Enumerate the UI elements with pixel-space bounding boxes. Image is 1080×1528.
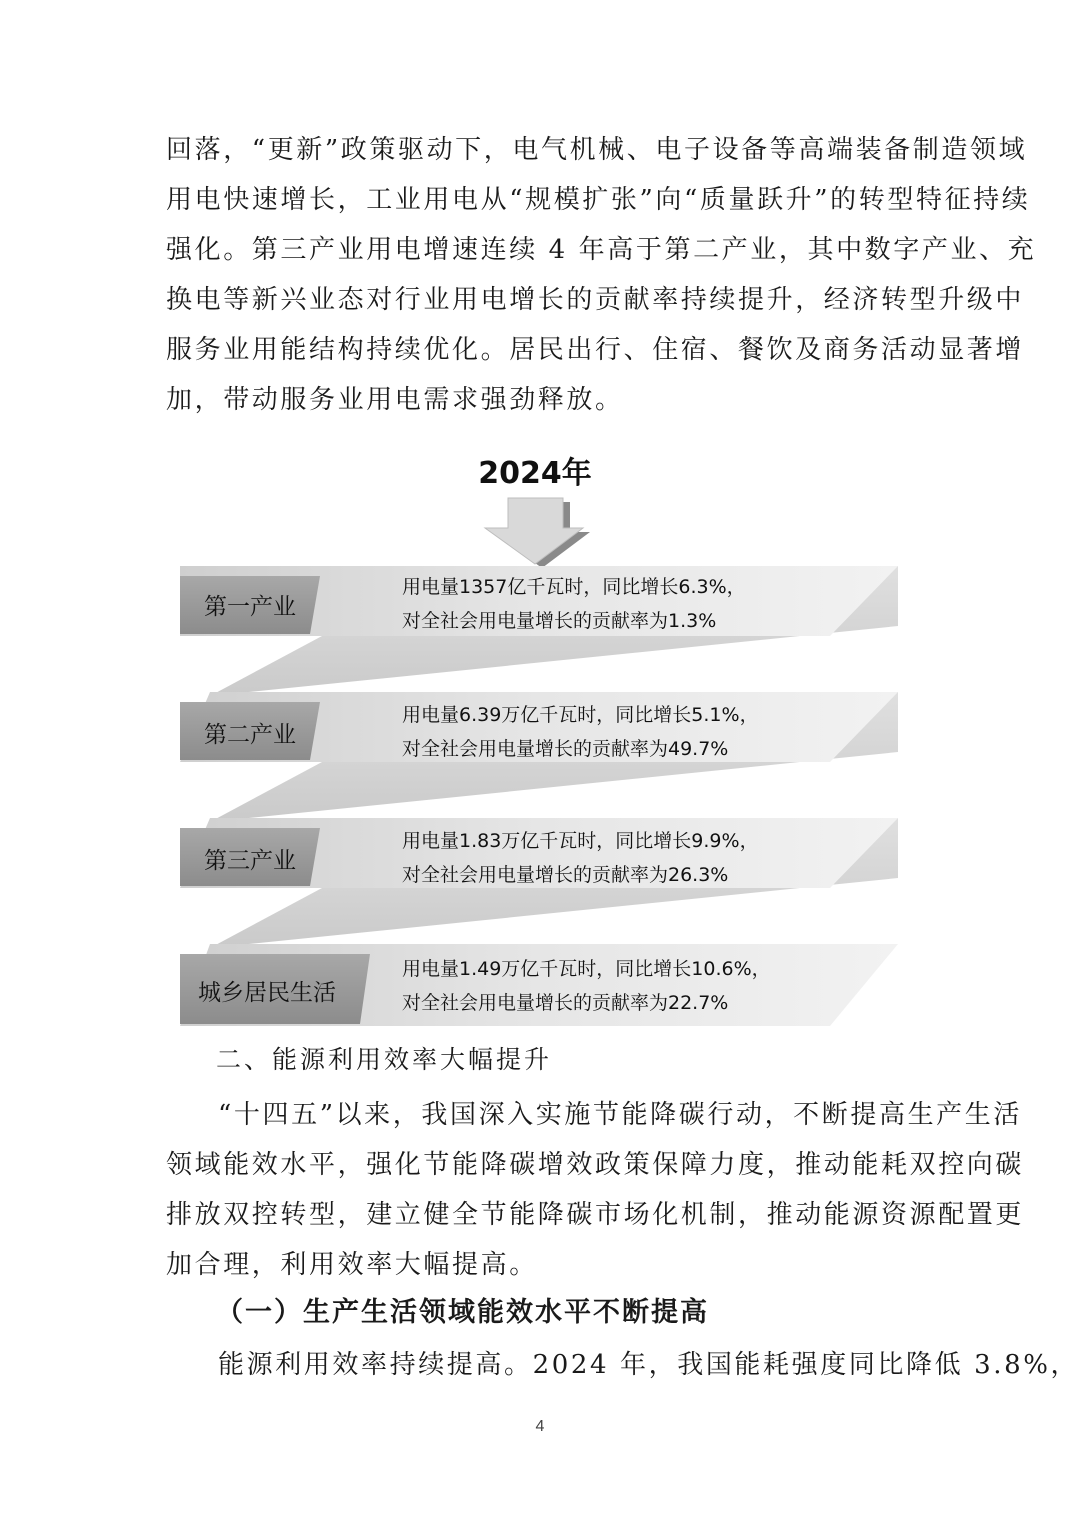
page-number: 4 <box>535 1418 545 1435</box>
subsection-heading: （一）生产生活领域能效水平不断提高 <box>216 1297 709 1328</box>
paragraph-line: 能源利用效率持续提高。2024 年，我国能耗强度同比降低 3.8%， <box>218 1350 1080 1380</box>
paragraph-line: 服务业用能结构持续优化。居民出行、住宿、餐饮及商务活动显著增 <box>166 335 1025 365</box>
paragraph-3 <box>166 1340 1080 1390</box>
infographic-title: 2024年 <box>478 456 592 491</box>
row-line-1: 用电量6.39万亿千瓦时，同比增长5.1%， <box>402 704 759 726</box>
row-line-2: 对全社会用电量增长的贡献率为1.3% <box>402 610 717 632</box>
paragraph-line: 加，带动服务业用电需求强劲释放。 <box>166 385 624 415</box>
paragraph-line: 加合理，利用效率大幅提高。 <box>166 1250 538 1280</box>
row-description <box>402 824 759 892</box>
row-description <box>402 570 746 638</box>
section-heading: 二、能源利用效率大幅提升 <box>216 1045 553 1074</box>
electricity-infographic <box>170 440 910 1040</box>
paragraph-line: “十四五”以来，我国深入实施节能降碳行动，不断提高生产生活 <box>218 1100 1022 1130</box>
paragraph-line: 领域能效水平，强化节能降碳增效政策保障力度，推动能耗双控向碳 <box>166 1150 1025 1180</box>
paragraph-line: 用电快速增长，工业用电从“规模扩张”向“质量跃升”的转型特征持续 <box>166 185 1031 215</box>
row-description <box>402 952 771 1020</box>
row-label: 第二产业 <box>204 722 296 748</box>
row-line-2: 对全社会用电量增长的贡献率为22.7% <box>402 992 729 1014</box>
paragraph-line: 回落，“更新”政策驱动下，电气机械、电子设备等高端装备制造领域 <box>166 135 1028 165</box>
row-label: 第一产业 <box>204 594 296 620</box>
row-label: 城乡居民生活 <box>198 980 336 1006</box>
row-line-1: 用电量1.49万亿千瓦时，同比增长10.6%， <box>402 958 771 980</box>
row-line-1: 用电量1.83万亿千瓦时，同比增长9.9%， <box>402 830 759 852</box>
row-description <box>402 698 759 766</box>
row-line-2: 对全社会用电量增长的贡献率为26.3% <box>402 864 729 886</box>
paragraph-1 <box>166 125 1037 425</box>
row-line-2: 对全社会用电量增长的贡献率为49.7% <box>402 738 729 760</box>
paragraph-line: 强化。第三产业用电增速连续 4 年高于第二产业，其中数字产业、充 <box>166 235 1037 265</box>
paragraph-2 <box>166 1090 1025 1290</box>
down-arrow-icon <box>485 498 590 568</box>
paragraph-line: 排放双控转型，建立健全节能降碳市场化机制，推动能源资源配置更 <box>166 1200 1025 1230</box>
row-line-1: 用电量1357亿千瓦时，同比增长6.3%， <box>402 576 746 598</box>
paragraph-line: 换电等新兴业态对行业用电增长的贡献率持续提升，经济转型升级中 <box>166 285 1025 315</box>
row-label: 第三产业 <box>204 848 296 874</box>
